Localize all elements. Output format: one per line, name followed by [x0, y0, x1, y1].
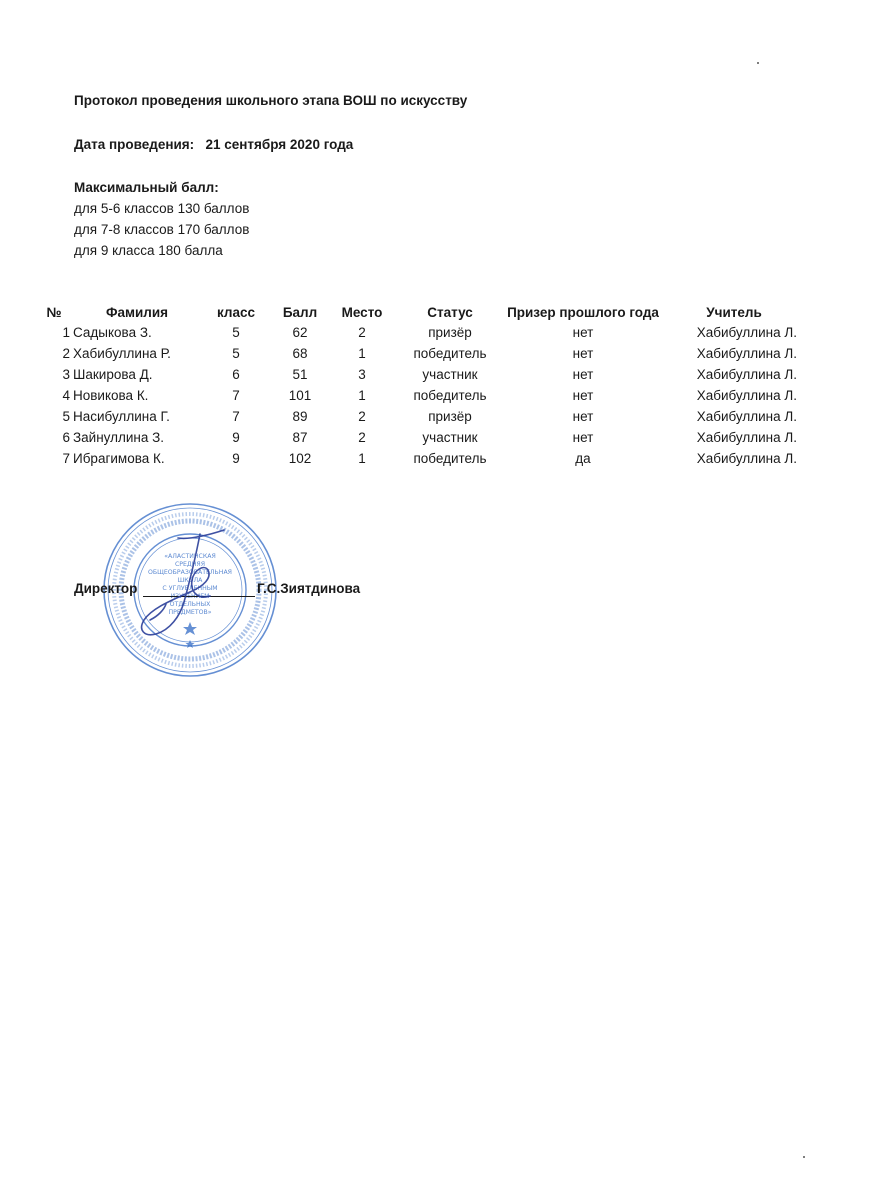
cell-last-year-prize: нет	[572, 367, 594, 382]
cell-class: 5	[232, 346, 240, 361]
cell-teacher: Хабибуллина Л.	[696, 367, 797, 382]
cell-surname: Садыкова З.	[73, 325, 152, 340]
stamp-line: ОТДЕЛЬНЫХ	[169, 601, 211, 608]
cell-number: 1	[62, 325, 70, 340]
max-score-line: для 7-8 классов 170 баллов	[74, 222, 250, 237]
date-value: 21 сентября 2020 года	[205, 137, 354, 152]
cell-last-year-prize: нет	[572, 388, 594, 403]
cell-surname: Ибрагимова К.	[73, 451, 165, 466]
cell-place: 1	[358, 451, 366, 466]
cell-number: 7	[62, 451, 70, 466]
header-number: №	[46, 305, 62, 320]
cell-place: 3	[358, 367, 366, 382]
header-score: Балл	[282, 305, 318, 320]
cell-place: 1	[358, 388, 366, 403]
cell-class: 9	[232, 430, 240, 445]
cell-status: призёр	[428, 409, 472, 424]
cell-place: 2	[358, 409, 366, 424]
results-table	[38, 303, 797, 469]
stamp-line: С УГЛУБЛЕННЫМ	[162, 585, 218, 592]
cell-status: победитель	[413, 346, 487, 361]
cell-class: 7	[232, 388, 240, 403]
date-label: Дата проведения:	[74, 137, 195, 152]
cell-last-year-prize: нет	[572, 430, 594, 445]
max-score-line: для 5-6 классов 130 баллов	[74, 201, 250, 216]
cell-surname: Хабибуллина Р.	[73, 346, 171, 361]
table-row	[38, 322, 797, 343]
cell-class: 6	[232, 367, 240, 382]
cell-status: победитель	[413, 451, 487, 466]
cell-last-year-prize: нет	[572, 409, 594, 424]
cell-number: 3	[62, 367, 70, 382]
document-title: Протокол проведения школьного этапа ВОШ по искусству	[74, 93, 468, 108]
cell-teacher: Хабибуллина Л.	[696, 325, 797, 340]
cell-score: 89	[292, 409, 308, 424]
header-status: Статус	[427, 305, 473, 320]
cell-number: 6	[62, 430, 70, 445]
header-place: Место	[341, 305, 383, 320]
header-last-year-prize: Призер прошлого года	[507, 305, 659, 320]
cell-surname: Новикова К.	[73, 388, 149, 403]
table-row	[38, 406, 797, 427]
cell-score: 51	[292, 367, 308, 382]
cell-teacher: Хабибуллина Л.	[696, 388, 797, 403]
cell-place: 1	[358, 346, 366, 361]
stamp-line: «АЛАСТИНСКАЯ	[164, 553, 216, 560]
cell-score: 101	[288, 388, 312, 403]
cell-place: 2	[358, 325, 366, 340]
cell-class: 5	[232, 325, 240, 340]
table-row	[38, 343, 797, 364]
table-row	[38, 385, 797, 406]
cell-last-year-prize: нет	[572, 325, 594, 340]
cell-number: 5	[62, 409, 70, 424]
cell-surname: Шакирова Д.	[73, 367, 153, 382]
cell-teacher: Хабибуллина Л.	[696, 430, 797, 445]
stamp-line: ИЗУЧЕНИЕМ	[170, 593, 210, 600]
cell-place: 2	[358, 430, 366, 445]
scan-speck	[803, 1156, 805, 1158]
signature-role: Директор	[74, 581, 138, 596]
cell-number: 4	[62, 388, 70, 403]
table-row	[38, 448, 797, 469]
cell-surname: Насибуллина Г.	[73, 409, 170, 424]
handwritten-signature	[120, 520, 260, 650]
cell-status: победитель	[413, 388, 487, 403]
cell-surname: Зайнуллина З.	[73, 430, 165, 445]
cell-last-year-prize: да	[575, 451, 591, 466]
cell-class: 9	[232, 451, 240, 466]
date-line	[74, 137, 353, 152]
cell-status: участник	[422, 430, 478, 445]
cell-score: 87	[292, 430, 308, 445]
cell-status: участник	[422, 367, 478, 382]
cell-score: 68	[292, 346, 308, 361]
cell-number: 2	[62, 346, 70, 361]
stamp-line: ОБЩЕОБРАЗОВАТЕЛЬНАЯ	[148, 569, 232, 576]
cell-teacher: Хабибуллина Л.	[696, 409, 797, 424]
cell-status: призёр	[428, 325, 472, 340]
scan-speck	[757, 62, 759, 64]
header-class: класс	[216, 305, 256, 320]
cell-score: 62	[292, 325, 308, 340]
max-score-heading: Максимальный балл:	[74, 180, 219, 195]
cell-last-year-prize: нет	[572, 346, 594, 361]
stamp-line: СРЕДНЯЯ	[174, 561, 206, 568]
cell-score: 102	[288, 451, 312, 466]
header-surname: Фамилия	[105, 305, 169, 320]
table-row	[38, 364, 797, 385]
signature-name: Г.С.Зиятдинова	[257, 581, 361, 596]
stamp-line: ПРЕДМЕТОВ»	[168, 609, 212, 616]
cell-teacher: Хабибуллина Л.	[696, 346, 797, 361]
max-score-line: для 9 класса 180 балла	[74, 243, 223, 258]
table-row	[38, 427, 797, 448]
cell-class: 7	[232, 409, 240, 424]
stamp-line: ШКОЛА	[177, 577, 203, 584]
table-header-row	[38, 303, 797, 322]
cell-teacher: Хабибуллина Л.	[696, 451, 797, 466]
header-teacher: Учитель	[706, 305, 762, 320]
